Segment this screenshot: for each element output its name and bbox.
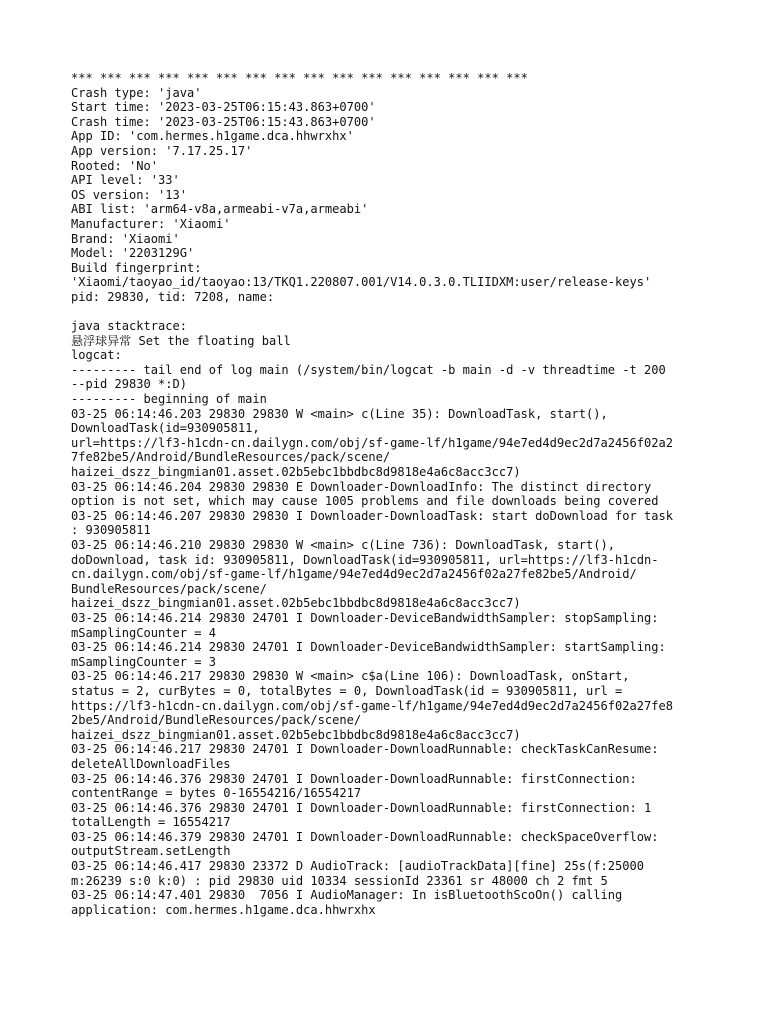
- log-line: 03-25 06:14:46.379 29830 24701 I Downloader-DownloadRunnable: checkSpaceOverflow:: [71, 829, 659, 844]
- log-line: Crash type: 'java': [71, 85, 202, 100]
- log-line: totalLength = 16554217: [71, 815, 231, 830]
- log-line: Crash time: '2023-03-25T06:15:43.863+0700': [71, 114, 376, 129]
- log-line: 03-25 06:14:46.204 29830 29830 E Downloader-DownloadInfo: The distinct directory: [71, 479, 652, 494]
- log-line: doDownload, task id: 930905811, DownloadTask(id=930905811, url=https://lf3-h1cdn-: [71, 552, 659, 567]
- log-line: status = 2, curBytes = 0, totalBytes = 0, DownloadTask(id = 930905811, url =: [71, 683, 623, 698]
- log-line: m:26239 s:0 k:0) : pid 29830 uid 10334 sessionId 23361 sr 48000 ch 2 fmt 5: [71, 873, 608, 888]
- log-line: App version: '7.17.25.17': [71, 143, 253, 158]
- log-line: --pid 29830 *:D): [71, 377, 188, 392]
- log-line: 'Xiaomi/taoyao_id/taoyao:13/TKQ1.220807.001/V14.0.3.0.TLIIDXM:user/release-keys': [71, 275, 652, 290]
- log-line: outputStream.setLength: [71, 844, 231, 859]
- log-line: OS version: '13': [71, 187, 188, 202]
- log-line: cn.dailygn.com/obj/sf-game-lf/h1game/94e7ed4d9ec2d7a2456f02a27fe82be5/Android/: [71, 567, 637, 582]
- log-line: 03-25 06:14:46.214 29830 24701 I Downloader-DeviceBandwidthSampler: stopSampling:: [71, 610, 659, 625]
- log-line: Manufacturer: 'Xiaomi': [71, 216, 231, 231]
- log-line: application: com.hermes.h1game.dca.hhwrxhx: [71, 902, 376, 917]
- log-line: BundleResources/pack/scene/: [71, 581, 267, 596]
- log-line: url=https://lf3-h1cdn-cn.dailygn.com/obj/sf-game-lf/h1game/94e7ed4d9ec2d7a2456f02a2: [71, 435, 673, 450]
- log-line: Build fingerprint:: [71, 260, 202, 275]
- log-line: java stacktrace:: [71, 319, 188, 334]
- log-line: Start time: '2023-03-25T06:15:43.863+0700': [71, 100, 376, 115]
- log-line: 03-25 06:14:46.207 29830 29830 I Downloader-DownloadTask: start doDownload for task: [71, 508, 673, 523]
- log-line: Brand: 'Xiaomi': [71, 231, 180, 246]
- log-line: : 930905811: [71, 523, 151, 538]
- log-line: contentRange = bytes 0-16554216/16554217: [71, 786, 362, 801]
- log-line: option is not set, which may cause 1005 problems and file downloads being covered: [71, 494, 659, 509]
- log-line: mSamplingCounter = 3: [71, 654, 217, 669]
- log-line: 03-25 06:14:46.210 29830 29830 W <main> c(Line 736): DownloadTask, start(),: [71, 538, 615, 552]
- log-line: 03-25 06:14:46.203 29830 29830 W <main> c(Line 35): DownloadTask, start(),: [71, 406, 608, 421]
- log-line: haizei_dszz_bingmian01.asset.02b5ebc1bbdbc8d9818e4a6c8acc3cc7): [71, 465, 521, 480]
- log-line: 03-25 06:14:46.376 29830 24701 I Downloader-DownloadRunnable: firstConnection:: [71, 771, 637, 786]
- log-line: logcat:: [71, 348, 122, 363]
- log-line: 2be5/Android/BundleResources/pack/scene/: [71, 713, 362, 728]
- log-line: Rooted: 'No': [71, 158, 159, 173]
- log-line: haizei_dszz_bingmian01.asset.02b5ebc1bbdbc8d9818e4a6c8acc3cc7): [71, 596, 521, 611]
- log-line: deleteAllDownloadFiles: [71, 756, 231, 771]
- log-line: App ID: 'com.hermes.h1game.dca.hhwrxhx': [71, 129, 354, 144]
- log-line: 03-25 06:14:46.214 29830 24701 I Downloader-DeviceBandwidthSampler: startSampling:: [71, 640, 666, 655]
- log-line: mSamplingCounter = 4: [71, 625, 217, 640]
- log-line: 03-25 06:14:46.376 29830 24701 I Downloader-DownloadRunnable: firstConnection: 1: [71, 800, 652, 815]
- log-line: Model: '2203129G': [71, 246, 195, 261]
- log-line: API level: '33': [71, 173, 180, 188]
- log-line: 03-25 06:14:47.401 29830 7056 I AudioManager: In isBluetoothScoOn() calling: [71, 888, 623, 903]
- log-line: 03-25 06:14:46.417 29830 23372 D AudioTrack: [audioTrackData][fine] 25s(f:25000: [71, 859, 644, 874]
- crash-log-text: [71, 71, 711, 917]
- log-line: --------- tail end of log main (/system/bin/logcat -b main -d -v threadtime -t 200: [71, 362, 666, 377]
- log-line: DownloadTask(id=930905811,: [71, 421, 260, 436]
- log-line: 03-25 06:14:46.217 29830 24701 I Downloader-DownloadRunnable: checkTaskCanResume:: [71, 742, 659, 757]
- log-line: ABI list: 'arm64-v8a,armeabi-v7a,armeabi': [71, 202, 369, 217]
- crash-log-document: [71, 71, 711, 917]
- log-line: --------- beginning of main: [71, 392, 267, 407]
- log-line: https://lf3-h1cdn-cn.dailygn.com/obj/sf-game-lf/h1game/94e7ed4d9ec2d7a2456f02a27fe8: [71, 698, 673, 713]
- log-line: haizei_dszz_bingmian01.asset.02b5ebc1bbdbc8d9818e4a6c8acc3cc7): [71, 727, 521, 742]
- log-line: *** *** *** *** *** *** *** *** *** *** *** *** *** *** *** ***: [71, 71, 528, 85]
- log-line: 悬浮球异常 Set the floating ball: [71, 333, 291, 348]
- log-line: [71, 305, 711, 320]
- log-line: 7fe82be5/Android/BundleResources/pack/scene/: [71, 450, 391, 465]
- log-line: 03-25 06:14:46.217 29830 29830 W <main> c$a(Line 106): DownloadTask, onStart,: [71, 669, 630, 684]
- log-line: pid: 29830, tid: 7208, name:: [71, 289, 275, 304]
